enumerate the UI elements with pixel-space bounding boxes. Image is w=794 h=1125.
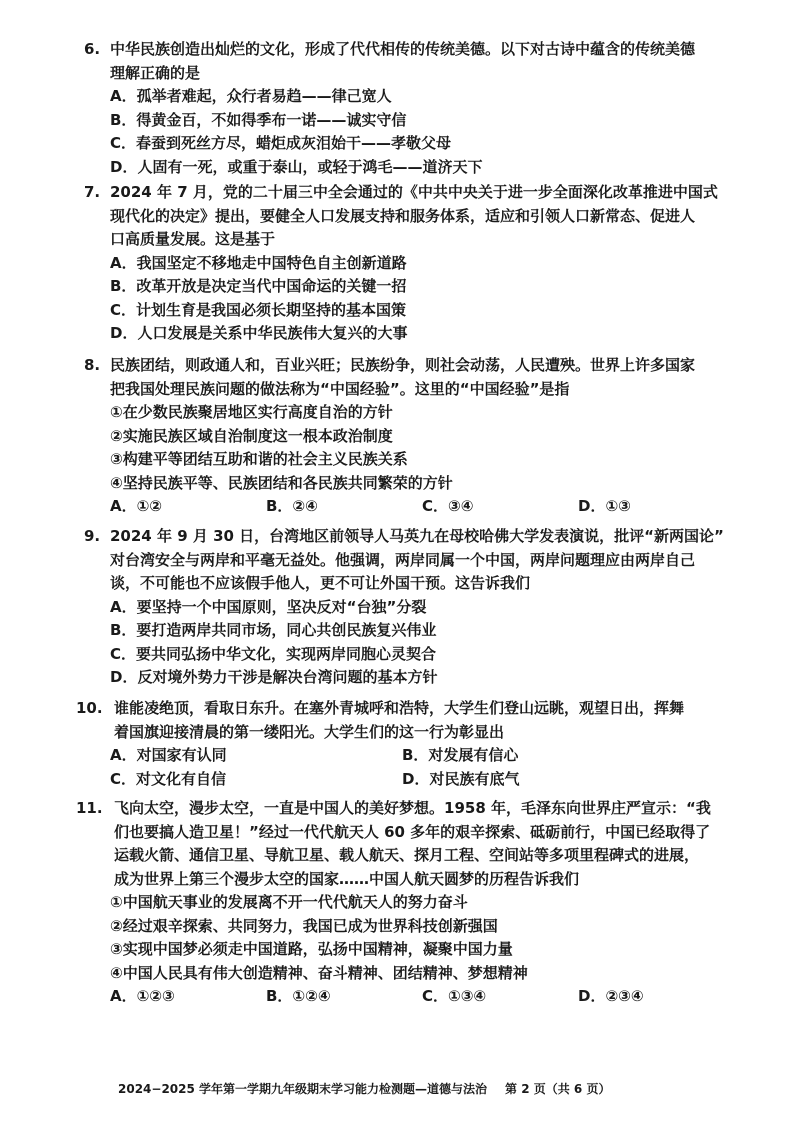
stem-line: 谁能凌绝顶，看取日东升。在塞外青城呼和浩特，大学生们登山远眺，观望日出，挥舞 bbox=[114, 699, 685, 717]
statement-4: ④坚持民族平等、民族团结和各民族共同繁荣的方针 bbox=[110, 473, 453, 492]
stem-line: 谈，不可能也不应该假手他人，更不可让外国干预。这告诉我们 bbox=[110, 574, 531, 592]
footer-exam-title: 2024−2025 学年第一学期九年级期末学习能力检测题—道德与法治 bbox=[118, 1082, 488, 1096]
question-7-stem bbox=[84, 181, 734, 252]
stem-line: 现代化的决定》提出，要健全人口发展支持和服务体系，适应和引领人口新常态、促进人 bbox=[110, 206, 696, 225]
option-d: D．①③ bbox=[578, 497, 631, 515]
question-number: 7. bbox=[84, 183, 101, 201]
option-c: C．③④ bbox=[422, 497, 474, 515]
question-number: 8. bbox=[84, 356, 101, 374]
question-11 bbox=[76, 797, 734, 1009]
option-d: D．反对境外势力干涉是解决台湾问题的基本方针 bbox=[110, 668, 438, 686]
stem-line: 2024 年 7 月，党的二十届三中全会通过的《中共中央关于进一步全面深化改革推进中国式 bbox=[110, 183, 718, 201]
option-b: B．得黄金百，不如得季布一诺——诚实守信 bbox=[110, 110, 407, 129]
statement-2: ②经过艰辛探索、共同努力，我国已成为世界科技创新强国 bbox=[110, 916, 498, 935]
stem-line: 民族团结，则政通人和，百业兴旺；民族纷争，则社会动荡，人民遭殃。世界上许多国家 bbox=[110, 356, 696, 374]
question-8 bbox=[84, 354, 734, 519]
question-9-stem bbox=[84, 525, 734, 596]
options-row bbox=[84, 495, 734, 519]
stem-line: 飞向太空，漫步太空，一直是中国人的美好梦想。1958 年，毛泽东向世界庄严宣示：“我 bbox=[114, 799, 711, 817]
option-d: D．对民族有底气 bbox=[402, 769, 520, 788]
stem-line: 着国旗迎接清晨的第一缕阳光。大学生们的这一行为彰显出 bbox=[114, 722, 505, 741]
option-b: B．要打造两岸共同市场，同心共创民族复兴伟业 bbox=[110, 621, 437, 639]
stem-line: 成为世界上第三个漫步太空的国家……中国人航天圆梦的历程告诉我们 bbox=[114, 869, 580, 888]
options-row bbox=[84, 744, 734, 768]
question-number: 10. bbox=[76, 699, 103, 717]
option-b: B．②④ bbox=[266, 497, 318, 515]
question-6-stem bbox=[84, 38, 734, 85]
option-a: A．①②③ bbox=[110, 987, 175, 1005]
option-b: B．改革开放是决定当代中国命运的关键一招 bbox=[110, 277, 407, 295]
statement-3: ③实现中国梦必须走中国道路，弘扬中国精神，凝聚中国力量 bbox=[110, 940, 513, 958]
option-a: A．①② bbox=[110, 497, 163, 515]
question-number: 9. bbox=[84, 527, 101, 545]
statement-1: ①在少数民族聚居地区实行高度自治的方针 bbox=[110, 403, 393, 421]
question-8-stem bbox=[84, 354, 734, 401]
question-11-stem bbox=[76, 797, 734, 891]
stem-line: 把我国处理民族问题的做法称为“中国经验”。这里的“中国经验”是指 bbox=[110, 379, 570, 398]
option-b: B．①②④ bbox=[266, 987, 331, 1005]
question-7 bbox=[84, 181, 734, 346]
stem-line: 口高质量发展。这是基于 bbox=[110, 230, 276, 248]
option-c: C．要共同弘扬中华文化，实现两岸同胞心灵契合 bbox=[110, 644, 437, 663]
options-row bbox=[84, 985, 734, 1009]
option-c: C．计划生育是我国必须长期坚持的基本国策 bbox=[110, 300, 407, 319]
statement-3: ③构建平等团结互助和谐的社会主义民族关系 bbox=[110, 450, 408, 468]
option-c: C．①③④ bbox=[422, 987, 487, 1005]
question-9 bbox=[84, 525, 734, 690]
option-d: D．人口发展是关系中华民族伟大复兴的大事 bbox=[110, 324, 408, 342]
page-footer bbox=[118, 1080, 610, 1097]
stem-line: 运载火箭、通信卫星、导航卫星、载人航天、探月工程、空间站等多项里程碑式的进展， bbox=[114, 846, 700, 864]
question-number: 11. bbox=[76, 799, 103, 817]
stem-line: 理解正确的是 bbox=[110, 63, 201, 82]
question-6 bbox=[84, 38, 734, 179]
footer-page-number: 第 2 页（共 6 页） bbox=[505, 1082, 611, 1096]
stem-line: 2024 年 9 月 30 日，台湾地区前领导人马英九在母校哈佛大学发表演说，批评“新两国论” bbox=[110, 527, 724, 545]
question-number: 6. bbox=[84, 40, 101, 58]
option-c: C．春蚕到死丝方尽，蜡炬成灰泪始干——孝敬父母 bbox=[110, 134, 452, 152]
stem-line: 们也要搞人造卫星！”经过一代代航天人 60 多年的艰辛探索、砥砺前行，中国已经取得了 bbox=[114, 822, 711, 841]
statement-2: ②实施民族区域自治制度这一根本政治制度 bbox=[110, 426, 393, 445]
option-a: A．我国坚定不移地走中国特色自主创新道路 bbox=[110, 253, 407, 272]
stem-line: 对台湾安全与两岸和平毫无益处。他强调，两岸同属一个中国，两岸问题理应由两岸自己 bbox=[110, 550, 696, 569]
option-d: D．②③④ bbox=[578, 987, 644, 1005]
option-d: D．人固有一死，或重于泰山，或轻于鸿毛——道济天下 bbox=[110, 157, 483, 176]
options-row bbox=[84, 768, 734, 792]
question-10 bbox=[76, 697, 734, 791]
option-a: A．对国家有认同 bbox=[110, 746, 227, 764]
option-a: A．要坚持一个中国原则，坚决反对“台独”分裂 bbox=[110, 597, 427, 616]
statement-1: ①中国航天事业的发展离不开一代代航天人的努力奋斗 bbox=[110, 893, 468, 911]
option-b: B．对发展有信心 bbox=[402, 746, 519, 764]
statement-4: ④中国人民具有伟大创造精神、奋斗精神、团结精神、梦想精神 bbox=[110, 963, 528, 982]
stem-line: 中华民族创造出灿烂的文化，形成了代代相传的传统美德。以下对古诗中蕴含的传统美德 bbox=[110, 40, 696, 58]
option-a: A．孤举者难起，众行者易趋——律己宽人 bbox=[110, 87, 392, 105]
question-10-stem bbox=[76, 697, 734, 744]
option-c: C．对文化有自信 bbox=[110, 769, 227, 788]
